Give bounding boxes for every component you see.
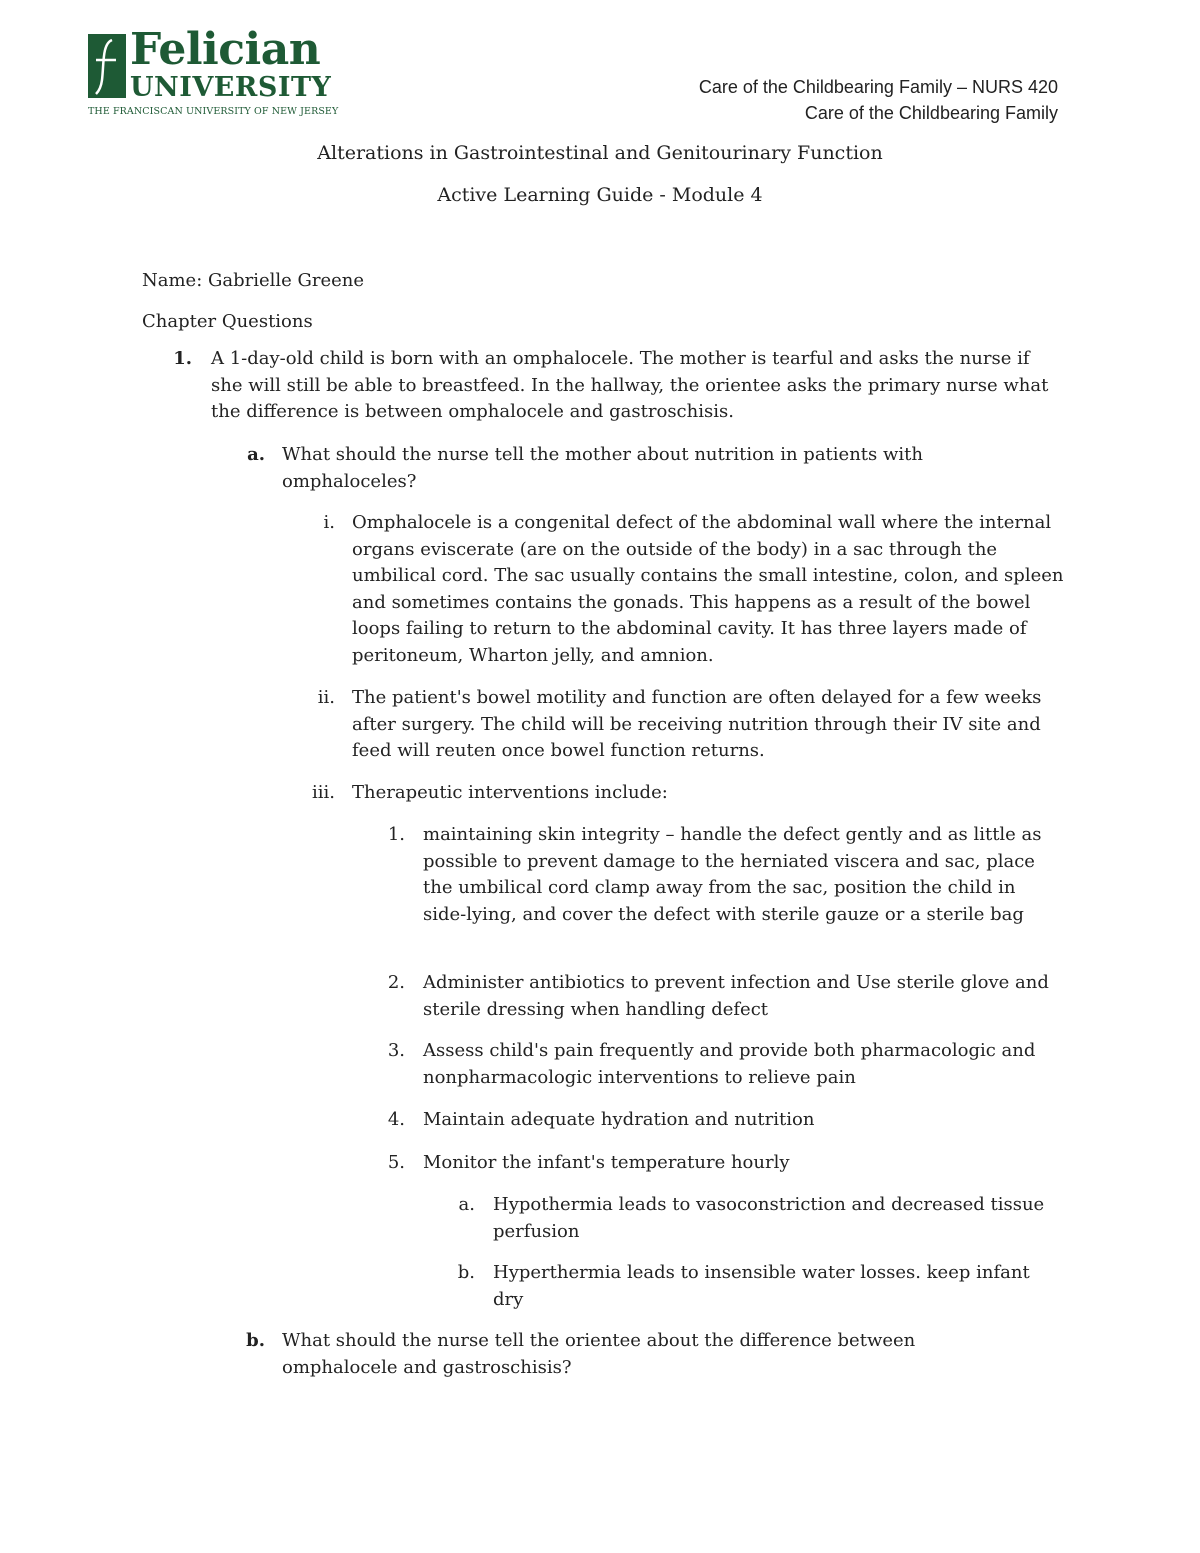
logo-name: Felician [130, 24, 321, 75]
answer-roman-iii-marker: iii. [312, 782, 335, 803]
document-title: Alterations in Gastrointestinal and Genitourinary Function [317, 142, 883, 164]
intervention-number: 1. [387, 824, 405, 845]
course-header-line-1: Care of the Childbearing Family – NURS 420 [698, 77, 1058, 97]
question-1a-letter: a. [247, 444, 265, 465]
document-subtitle: Active Learning Guide - Module 4 [437, 184, 763, 206]
intervention-text: Administer antibiotics to prevent infection and Use sterile glove and sterile dressing when handling defect [423, 972, 1049, 1020]
answer-roman-i-text: Omphalocele is a congenital defect of the abdominal wall where the internal organs eviscerate (are on the outside of the body) in a sac through the umbilical cord. The sac usually contains the small intestine, colon, and spleen and sometimes contains the gonads. This happens as a result of the bowel loops failing to return to the abdominal cavity. It has three layers made of peritoneum, Wharton jelly, and amnion. [352, 512, 1064, 666]
answer-roman-ii-text: The patient's bowel motility and function are often delayed for a few weeks after surgery. The child will be receiving nutrition through their IV site and feed will reuten once bowel function returns. [352, 687, 1042, 761]
temperature-letter: b. [457, 1262, 475, 1283]
question-1-text: A 1-day-old child is born with an omphalocele. The mother is tearful and asks the nurse if she will still be able to breastfeed. In the hallway, the orientee asks the primary nurse what the difference is between omphalocele and gastroschisis. [211, 348, 1049, 422]
logo-university: UNIVERSITY [130, 72, 332, 103]
intervention-number: 2. [387, 972, 405, 993]
temperature-text: Hyperthermia leads to insensible water losses. keep infant dry [493, 1262, 1030, 1310]
question-1-number: 1. [173, 348, 192, 369]
course-header [699, 74, 1058, 126]
intervention-text: maintaining skin integrity – handle the defect gently and as little as possible to prevent damage to the herniated viscera and sac, place the umbilical cord clamp away from the sac, position the child in side-lying, and cover the defect with sterile gauze or a sterile bag [423, 824, 1042, 925]
intervention-number: 5. [387, 1152, 405, 1173]
logo-tagline: THE FRANCISCAN UNIVERSITY OF NEW JERSEY [88, 106, 339, 117]
course-header-line-2: Care of the Childbearing Family [804, 103, 1058, 123]
temperature-letter: a. [458, 1194, 475, 1215]
intervention-number: 3. [387, 1040, 405, 1061]
intervention-text: Maintain adequate hydration and nutrition [423, 1109, 815, 1130]
intervention-number: 4. [387, 1109, 405, 1130]
answer-roman-i-marker: i. [323, 512, 335, 533]
temperature-text: Hypothermia leads to vasoconstriction and decreased tissue perfusion [493, 1194, 1045, 1242]
intervention-text: Assess child's pain frequently and provide both pharmacologic and nonpharmacologic interventions to relieve pain [423, 1040, 1036, 1088]
answer-roman-ii-marker: ii. [317, 687, 335, 708]
felician-university-logo [88, 24, 339, 122]
question-1b-text: What should the nurse tell the orientee about the difference between omphalocele and gastroschisis? [282, 1330, 916, 1378]
student-name: Name: Gabrielle Greene [142, 270, 365, 291]
section-heading: Chapter Questions [142, 311, 313, 332]
logo-emblem-icon [88, 34, 126, 98]
question-1b-letter: b. [246, 1330, 265, 1351]
intervention-text: Monitor the infant's temperature hourly [423, 1152, 790, 1173]
answer-roman-iii-text: Therapeutic interventions include: [352, 782, 668, 803]
question-1a-text: What should the nurse tell the mother about nutrition in patients with omphaloceles? [282, 444, 923, 492]
